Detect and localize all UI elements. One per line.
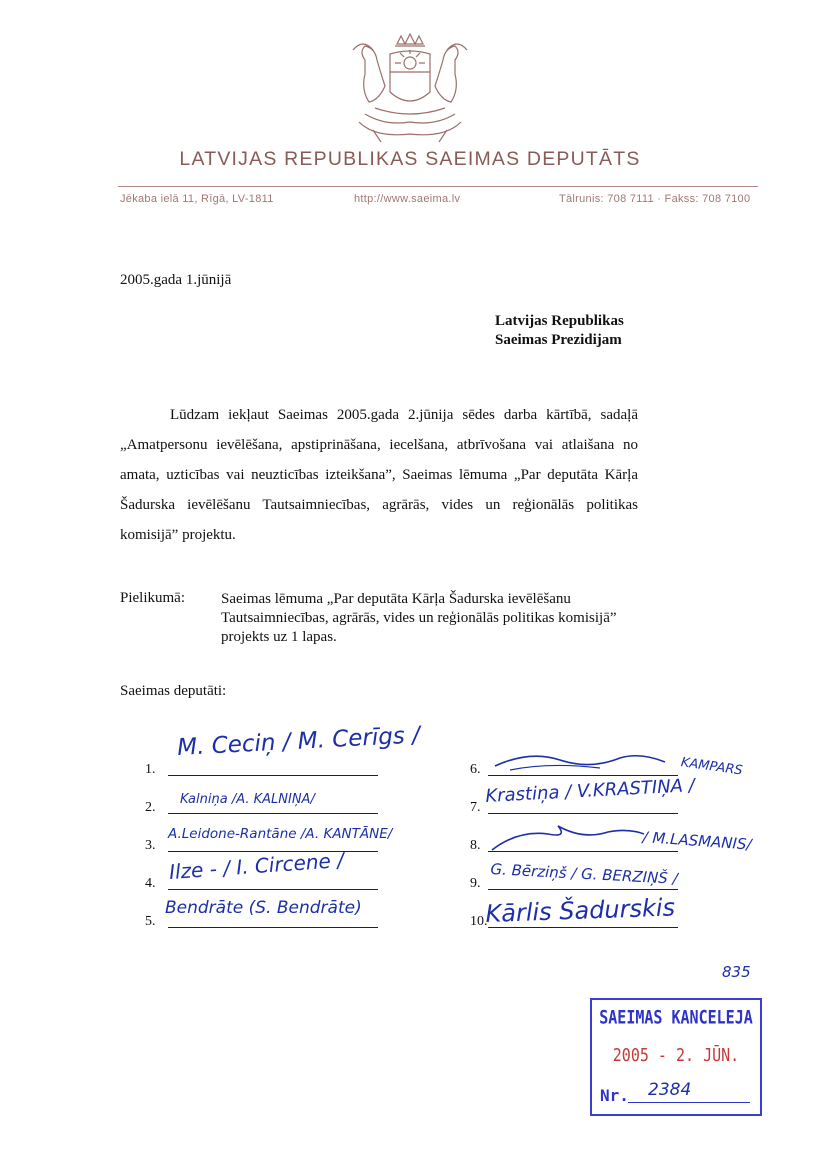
signature-number: 7. xyxy=(470,800,481,815)
attachment-line: Saeimas lēmuma „Par deputāta Kārļa Šadurska ievēlēšanu xyxy=(221,591,571,607)
signature-number: 2. xyxy=(145,800,156,815)
signature-handwriting: G. Bērziņš / G. BERZIŅŠ / xyxy=(490,860,679,888)
signature-handwriting: Krastiņa / V.KRASTIŅA / xyxy=(484,775,696,807)
stamp-handwritten-number: 835 xyxy=(722,963,751,981)
addressee-line-1: Latvijas Republikas xyxy=(495,313,624,329)
signature-handwriting: Ilze - / I. Circene / xyxy=(168,847,345,884)
stamp-nr-line xyxy=(628,1102,750,1103)
signature-number: 3. xyxy=(145,838,156,853)
signature-number: 5. xyxy=(145,914,156,929)
signature-handwriting: KAMPARS xyxy=(680,755,744,779)
letterhead-divider xyxy=(118,186,758,187)
signature-line xyxy=(488,889,678,890)
signature-line xyxy=(168,889,378,890)
letter-body: Lūdzam iekļaut Saeimas 2005.gada 2.jūnija sēdes darba kārtībā, sadaļā „Amatpersonu ievēlēšana, apstiprināšana, iecelšana, atbrīvošana vai atlaišana no amata, uzticības vai neuzticības izteikšana”, Saeimas lēmuma „Par deputāta Kārļa Šadurska ievēlēšanu Tautsaimniecības, agrārās, vides un reģionālās politikas komisijā” projektu. xyxy=(120,407,638,543)
stamp-nr-label: Nr. xyxy=(600,1086,629,1105)
letterhead-website: http://www.saeima.lv xyxy=(354,193,461,205)
signature-handwriting: A.Leidone-Rantāne /A. KANTĀNE/ xyxy=(168,826,393,842)
attachment-line: Tautsaimniecības, agrārās, vides un reģionālās politikas komisijā” xyxy=(221,610,617,626)
signature-number: 8. xyxy=(470,838,481,853)
signature-number: 9. xyxy=(470,876,481,891)
stamp-title: SAEIMAS KANCELEJA xyxy=(599,1005,753,1029)
signature-handwriting: Kārlis Šadurskis xyxy=(485,893,676,928)
signature-line xyxy=(168,775,378,776)
signature-scribble xyxy=(490,748,670,778)
signature-line xyxy=(488,813,678,814)
attachment-text xyxy=(221,590,681,647)
signature-line xyxy=(168,813,378,814)
addressee xyxy=(495,312,624,350)
signature-number: 4. xyxy=(145,876,156,891)
signature-handwriting: / M.LASMANIS/ xyxy=(642,828,753,854)
letterhead-phone-fax: Tālrunis: 708 7111 · Fakss: 708 7100 xyxy=(559,193,751,205)
letter-date: 2005.gada 1.jūnijā xyxy=(120,272,232,288)
deputies-label: Saeimas deputāti: xyxy=(120,683,227,699)
signature-number: 1. xyxy=(145,762,156,777)
addressee-line-2: Saeimas Prezidijam xyxy=(495,332,622,348)
letterhead-address: Jēkaba ielā 11, Rīgā, LV-1811 xyxy=(120,193,274,205)
signature-number: 10. xyxy=(470,914,488,929)
letterhead-title: LATVIJAS REPUBLIKAS SAEIMAS DEPUTĀTS xyxy=(179,148,641,170)
signature-scribble xyxy=(488,820,648,854)
attachment-label: Pielikumā: xyxy=(120,590,185,606)
signature-line xyxy=(168,927,378,928)
signature-handwriting: Bendrāte (S. Bendrāte) xyxy=(165,898,362,918)
attachment-line: projekts uz 1 lapas. xyxy=(221,629,337,645)
coat-of-arms-emblem xyxy=(345,30,475,148)
stamp-nr-value: 2384 xyxy=(648,1080,692,1100)
stamp-date: 2005 - 2. JŪN. xyxy=(612,1044,740,1066)
signature-handwriting: M. Ceciņ / M. Cerīgs / xyxy=(176,722,421,761)
signature-handwriting: Kalniņa /A. KALNIŅA/ xyxy=(180,792,315,807)
signature-line xyxy=(488,927,678,928)
signature-number: 6. xyxy=(470,762,481,777)
